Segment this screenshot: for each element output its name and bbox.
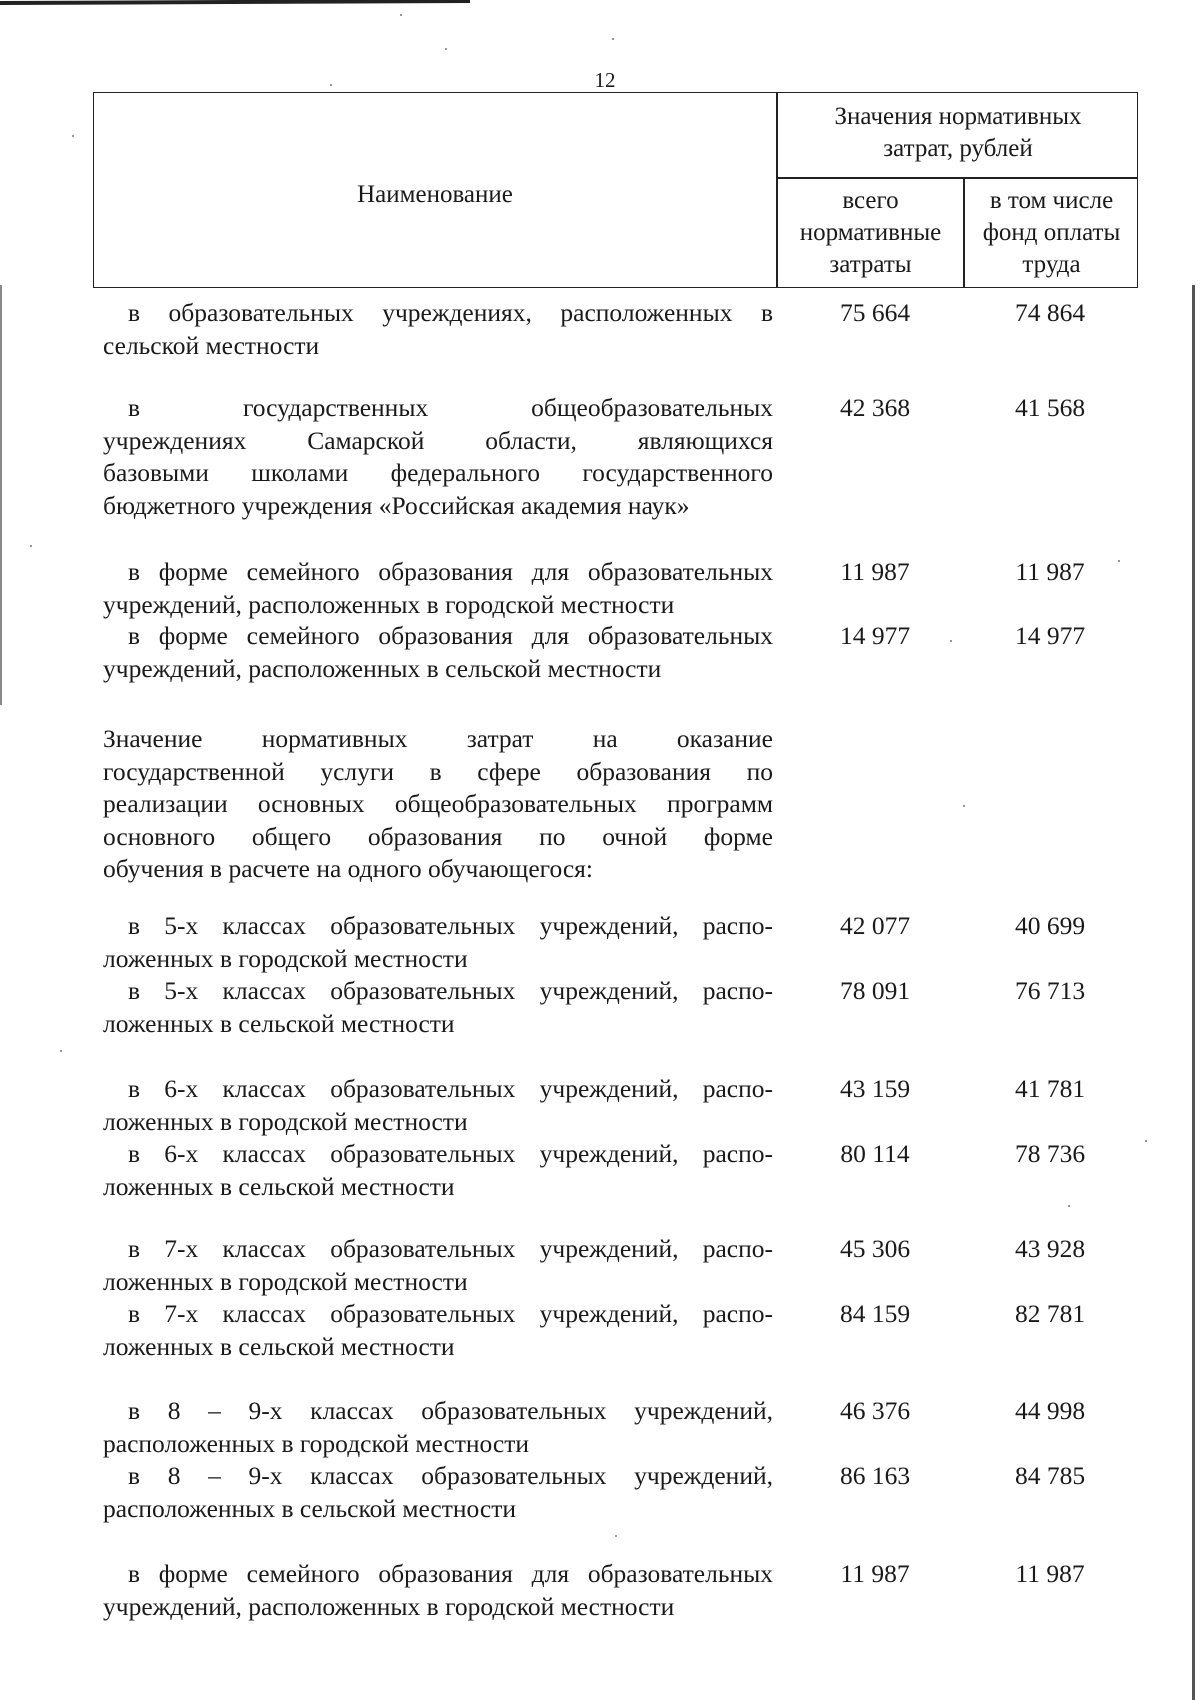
row-payroll-value: 11 987 bbox=[1015, 557, 1085, 586]
row-name-line: ложенных в сельской местности bbox=[103, 1008, 455, 1038]
row-total-value: 86 163 bbox=[839, 1461, 911, 1490]
row-name-line: ложенных в сельской местности bbox=[103, 1331, 455, 1361]
scan-edge-right bbox=[1192, 285, 1195, 1700]
row-name-line: в 8 – 9-х классах образовательных учреждений, bbox=[128, 1461, 773, 1490]
row-name-line: в 7-х классах образовательных учреждений, распо- bbox=[128, 1299, 773, 1328]
row-name bbox=[103, 556, 773, 621]
row-total-value: 14 977 bbox=[839, 621, 911, 650]
column-header-name: Наименование bbox=[357, 181, 513, 208]
row-name-line: Значение нормативных затрат на оказание bbox=[103, 724, 773, 753]
row-total-value: 84 159 bbox=[839, 1299, 911, 1328]
column-header-total-line: нормативные bbox=[799, 219, 942, 246]
row-total-value: 45 306 bbox=[839, 1234, 911, 1263]
scan-speck bbox=[72, 135, 74, 137]
row-name-line: в 7-х классах образовательных учреждений, распо- bbox=[128, 1234, 773, 1263]
column-header-values-line: Значения нормативных bbox=[834, 103, 1082, 130]
row-name bbox=[103, 1233, 773, 1298]
row-payroll-value: 40 699 bbox=[1014, 911, 1086, 940]
scan-speck bbox=[950, 640, 952, 642]
row-payroll-value: 76 713 bbox=[1014, 976, 1086, 1005]
row-name bbox=[103, 1298, 773, 1363]
row-name-line: в государственных общеобразовательных bbox=[128, 393, 773, 422]
row-name-line: ложенных в городской местности bbox=[103, 943, 468, 973]
row-payroll-value: 82 781 bbox=[1014, 1299, 1086, 1328]
row-name bbox=[103, 1395, 773, 1460]
row-name-line: в форме семейного образования для образовательных bbox=[128, 557, 773, 586]
column-header-total bbox=[778, 185, 963, 281]
row-name-line: в 6-х классах образовательных учреждений, распо- bbox=[128, 1074, 773, 1103]
row-payroll-value: 41 568 bbox=[1014, 393, 1086, 422]
row-total-value: 11 987 bbox=[840, 1559, 910, 1588]
row-payroll-value: 44 998 bbox=[1014, 1396, 1086, 1425]
row-name-line: в форме семейного образования для образовательных bbox=[128, 1559, 773, 1588]
scan-speck bbox=[400, 14, 402, 16]
row-name-line: учреждений, расположенных в городской местности bbox=[103, 1591, 675, 1621]
row-name bbox=[103, 723, 773, 886]
row-payroll-value: 84 785 bbox=[1014, 1461, 1086, 1490]
scan-edge-top bbox=[0, 0, 470, 5]
row-name-line: государственной услуги в сфере образования по bbox=[103, 756, 773, 786]
page-number: 12 bbox=[594, 68, 616, 92]
row-name-line: ложенных в городской местности bbox=[103, 1266, 468, 1296]
row-name-line: обучения в расчете на одного обучающегося: bbox=[103, 854, 593, 883]
row-name-line: бюджетного учреждения «Российская академия наук» bbox=[103, 490, 690, 520]
table-header bbox=[93, 92, 1138, 288]
column-header-values-group bbox=[778, 101, 1138, 165]
row-payroll-value: 14 977 bbox=[1014, 621, 1086, 650]
row-name-line: сельской местности bbox=[103, 330, 320, 360]
row-name-line: реализации основных общеобразовательных программ bbox=[103, 789, 773, 818]
row-total-value: 42 077 bbox=[839, 911, 911, 940]
row-name bbox=[103, 1138, 773, 1203]
row-name bbox=[103, 297, 773, 362]
scan-speck bbox=[1145, 1140, 1147, 1142]
column-header-total-line: затраты bbox=[829, 251, 912, 278]
row-name-line: в 5-х классах образовательных учреждений, распо- bbox=[128, 976, 773, 1005]
row-name bbox=[103, 1073, 773, 1138]
scan-speck bbox=[963, 805, 965, 807]
row-payroll-value: 78 736 bbox=[1014, 1139, 1086, 1168]
column-header-values-line: затрат, рублей bbox=[883, 135, 1033, 162]
column-header-payroll-line: в том числе bbox=[989, 187, 1114, 214]
row-name-line: ложенных в сельской местности bbox=[103, 1171, 455, 1201]
row-name-line: основного общего образования по очной форме bbox=[103, 821, 773, 851]
scan-edge-left bbox=[0, 285, 2, 705]
column-header-total-line: всего bbox=[842, 187, 899, 214]
scan-speck bbox=[612, 38, 614, 40]
row-name bbox=[103, 975, 773, 1040]
scan-speck bbox=[60, 1050, 62, 1052]
scan-speck bbox=[330, 84, 332, 86]
row-total-value: 43 159 bbox=[839, 1074, 911, 1103]
scan-speck bbox=[615, 1535, 617, 1537]
row-name-line: в 8 – 9-х классах образовательных учреждений, bbox=[128, 1396, 773, 1425]
column-header-payroll bbox=[965, 185, 1138, 281]
row-payroll-value: 74 864 bbox=[1014, 298, 1086, 327]
row-name bbox=[103, 910, 773, 975]
row-name-line: учреждений, расположенных в сельской местности bbox=[103, 653, 662, 683]
row-name-line: в 6-х классах образовательных учреждений, распо- bbox=[128, 1139, 773, 1168]
row-name bbox=[103, 1558, 773, 1623]
column-header-payroll-line: фонд оплаты bbox=[982, 219, 1121, 246]
row-total-value: 80 114 bbox=[840, 1139, 910, 1168]
scan-speck bbox=[445, 48, 447, 50]
row-total-value: 42 368 bbox=[839, 393, 911, 422]
row-name-line: в образовательных учреждениях, расположенных в bbox=[128, 298, 773, 327]
column-header-payroll-line: труда bbox=[1022, 251, 1081, 278]
row-total-value: 11 987 bbox=[840, 557, 910, 586]
row-name bbox=[103, 620, 773, 685]
row-total-value: 75 664 bbox=[839, 298, 911, 327]
scan-speck bbox=[30, 545, 32, 547]
row-payroll-value: 41 781 bbox=[1014, 1074, 1086, 1103]
header-divider-horizontal bbox=[776, 177, 1138, 179]
row-name-line: расположенных в сельской местности bbox=[103, 1493, 517, 1523]
scan-speck bbox=[1068, 1205, 1070, 1207]
row-name-line: ложенных в городской местности bbox=[103, 1106, 468, 1136]
row-name-line: базовыми школами федерального государственного bbox=[103, 458, 773, 487]
row-name bbox=[103, 392, 773, 522]
row-payroll-value: 11 987 bbox=[1015, 1559, 1085, 1588]
row-name-line: в 5-х классах образовательных учреждений, распо- bbox=[128, 911, 773, 940]
row-name-line: в форме семейного образования для образовательных bbox=[128, 621, 773, 650]
row-payroll-value: 43 928 bbox=[1014, 1234, 1086, 1263]
row-name-line: учреждений, расположенных в городской местности bbox=[103, 589, 675, 619]
row-name-line: учреждениях Самарской области, являющихся bbox=[103, 425, 773, 455]
row-total-value: 46 376 bbox=[839, 1396, 911, 1425]
row-total-value: 78 091 bbox=[839, 976, 911, 1005]
row-name bbox=[103, 1460, 773, 1525]
row-name-line: расположенных в городской местности bbox=[103, 1428, 530, 1458]
